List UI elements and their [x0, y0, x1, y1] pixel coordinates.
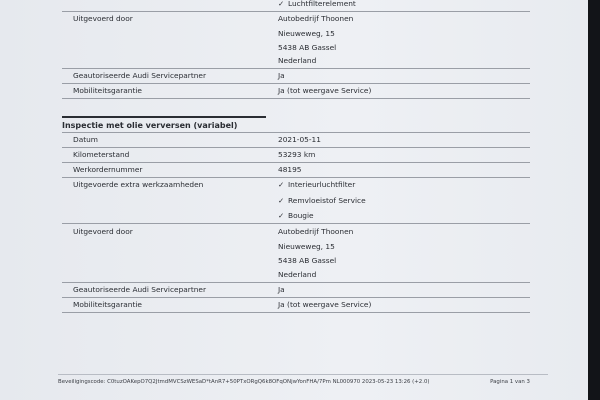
- extra-text: Luchtfilterelement: [288, 0, 356, 8]
- label: Uitgevoerd door: [73, 227, 133, 236]
- row-uitgevoerd: [62, 224, 530, 239]
- extra-text: Remvloeistof Service: [288, 196, 366, 205]
- label: Mobiliteitsgarantie: [73, 86, 142, 95]
- address-line: [62, 53, 530, 69]
- value: Nederland: [278, 270, 317, 279]
- value: Ja: [278, 71, 285, 80]
- address-line: [62, 26, 530, 41]
- value: 5438 AB Gassel: [278, 256, 337, 265]
- row-werkordernummer: [62, 162, 530, 178]
- label: Kilometerstand: [73, 150, 130, 159]
- label: Mobiliteitsgarantie: [73, 300, 142, 309]
- row-mobiliteit: [62, 297, 530, 313]
- address-line: [62, 239, 530, 254]
- address-line: [62, 267, 530, 283]
- value: 5438 AB Gassel: [278, 43, 337, 52]
- row-geautoriseerd: [62, 68, 530, 84]
- row-mobiliteit: [62, 83, 530, 99]
- value: Ja (tot weergave Service): [278, 300, 372, 309]
- value: Ja (tot weergave Service): [278, 86, 372, 95]
- value: 2021-05-11: [278, 135, 321, 144]
- row-kilometerstand: [62, 147, 530, 163]
- address-line: [62, 253, 530, 268]
- value: Ja: [278, 285, 285, 294]
- page-number: Pagina 1 van 3: [490, 379, 530, 385]
- label: Werkordernummer: [73, 165, 143, 174]
- label: Uitgevoerd door: [73, 14, 133, 23]
- security-code: Beveiligingscode: C0tuzOAKepO7Q2JtmdMVCSzWESaD*tAnR7+50PTxORgQ6k8OFqONjwYonFHA/7Pm NL000970 2023-05-23 13:26 (+2.0): [58, 379, 430, 385]
- value: 53293 km: [278, 150, 316, 159]
- check-icon: ✓: [278, 211, 285, 220]
- section-title: Inspectie met olie verversen (variabel): [62, 116, 266, 133]
- check-icon: ✓: [278, 0, 285, 8]
- extra-item: [62, 193, 530, 208]
- check-icon: ✓: [278, 180, 285, 189]
- value: 48195: [278, 165, 302, 174]
- check-icon: ✓: [278, 196, 285, 205]
- label: Datum: [73, 135, 99, 144]
- row-geautoriseerd: [62, 282, 530, 298]
- extra-item: [62, 208, 530, 224]
- value: Autobedrijf Thoonen: [278, 227, 354, 236]
- value: Nieuweweg, 15: [278, 242, 335, 251]
- row-datum: [62, 132, 530, 148]
- value: Nieuweweg, 15: [278, 29, 335, 38]
- label: Uitgevoerde extra werkzaamheden: [73, 180, 204, 189]
- value: Autobedrijf Thoonen: [278, 14, 354, 23]
- row-extra: [62, 177, 530, 192]
- extra-text: Bougie: [288, 211, 314, 220]
- label: Geautoriseerde Audi Servicepartner: [73, 285, 207, 294]
- extra-text: Interieurluchtfilter: [288, 180, 356, 189]
- value: Nederland: [278, 56, 317, 65]
- page-edge-shadow: [588, 0, 600, 400]
- row-uitgevoerd: [62, 11, 530, 26]
- footer: [58, 374, 548, 385]
- label: Geautoriseerde Audi Servicepartner: [73, 71, 207, 80]
